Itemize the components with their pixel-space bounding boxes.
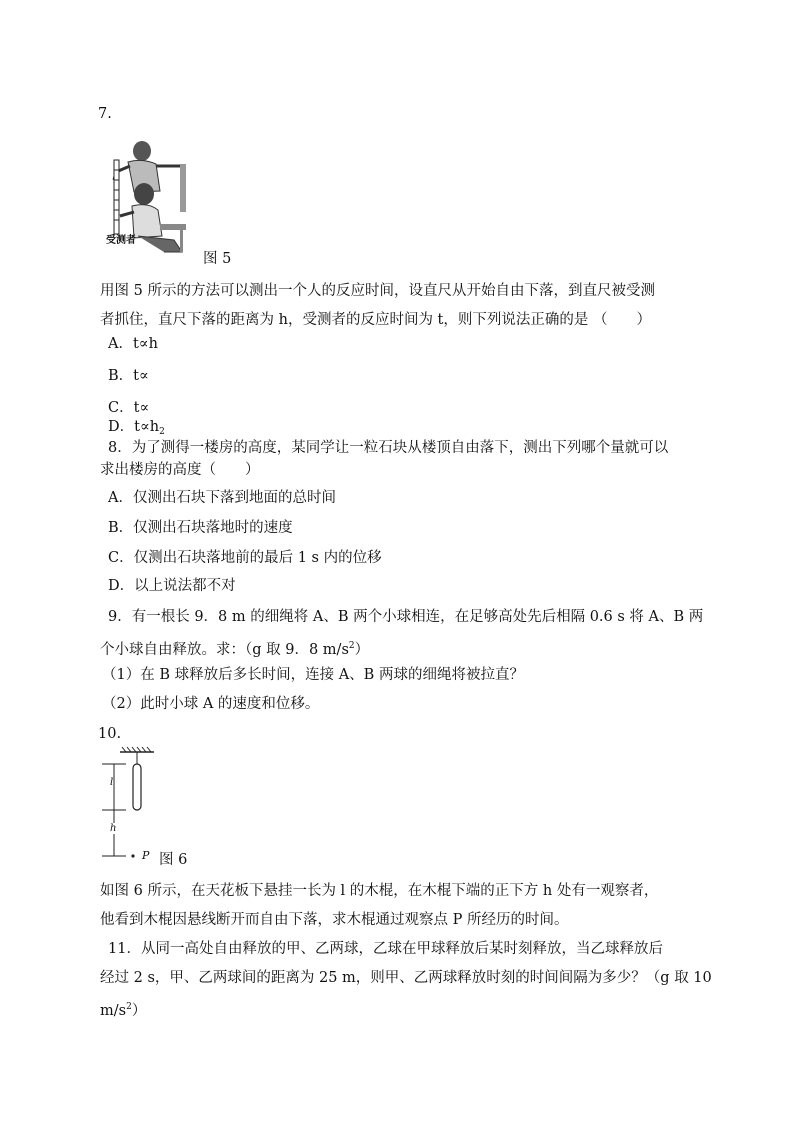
label-l: l bbox=[110, 777, 114, 788]
q9-stem-line2: 个小球自由释放。求：（g 取 9．8 $m/s^2$） bbox=[100, 641, 370, 658]
hanging-stick-figure bbox=[96, 744, 166, 862]
q10-stem-line2: 他看到木棍因悬线断开而自由下落，求木棍通过观察点 P 所经历的时间。 bbox=[100, 912, 569, 928]
q7-option-a: A．t∝h bbox=[108, 336, 158, 352]
q9-sub-question-2: （2）此时小球 A 的速度和位移。 bbox=[102, 696, 320, 712]
q8-option-b: B．仅测出石块落地时的速度 bbox=[108, 520, 293, 536]
q11-stem-line3: $m/s^2$） bbox=[100, 1002, 147, 1019]
q7-stem-line2: 者抓住，直尺下落的距离为 h，受测者的反应时间为 t，则下列说法正确的是 （ ） bbox=[100, 312, 651, 328]
figure-6-caption: 图 6 bbox=[159, 852, 188, 868]
figure-5-caption: 图 5 bbox=[203, 251, 232, 267]
label-h: h bbox=[110, 823, 117, 834]
q11-stem-line1: 11．从同一高处自由释放的甲、乙两球，乙球在甲球释放后某时刻释放，当乙球释放后 bbox=[108, 941, 663, 957]
q7-option-c: C．t∝ bbox=[108, 400, 150, 416]
q8-option-d: D．以上说法都不对 bbox=[108, 578, 236, 594]
reaction-figure-label: 受测者 bbox=[106, 235, 136, 246]
q8-option-c: C．仅测出石块落地前的最后 1 s 内的位移 bbox=[108, 550, 382, 566]
q7-stem-line1: 用图 5 所示的方法可以测出一个人的反应时间，设直尺从开始自由下落，到直尺被受测 bbox=[100, 283, 655, 299]
q8-option-a: A．仅测出石块下落到地面的总时间 bbox=[108, 490, 336, 506]
q8-stem-line1: 8．为了测得一楼房的高度，某同学让一粒石块从楼顶自由落下，测出下列哪个量就可以 bbox=[108, 440, 669, 456]
q7-option-d: D．$t\propto h_2$ bbox=[108, 419, 165, 437]
q9-stem-line1: 9．有一根长 9．8 m 的细绳将 A、B 两个小球相连，在足够高处先后相隔 0.6 s 将 A、B 两 bbox=[108, 609, 704, 625]
q8-stem-line2: 求出楼房的高度（ ） bbox=[100, 462, 260, 478]
q7-option-b: B．t∝ bbox=[108, 368, 149, 384]
q7-number: 7. bbox=[98, 106, 112, 122]
q11-stem-line2: 经过 2 s，甲、乙两球间的距离为 25 m，则甲、乙两球释放时刻的时间间隔为多少？（g 取 10 bbox=[100, 970, 712, 986]
q9-sub-question-1: （1）在 B 球释放后多长时间，连接 A、B 两球的细绳将被拉直？ bbox=[102, 667, 524, 683]
point-p-label: P bbox=[142, 849, 150, 862]
q10-number: 10. bbox=[98, 726, 122, 742]
q10-stem-line1: 如图 6 所示，在天花板下悬挂一长为 l 的木棍，在木棍下端的正下方 h 处有一观察者， bbox=[100, 883, 659, 899]
